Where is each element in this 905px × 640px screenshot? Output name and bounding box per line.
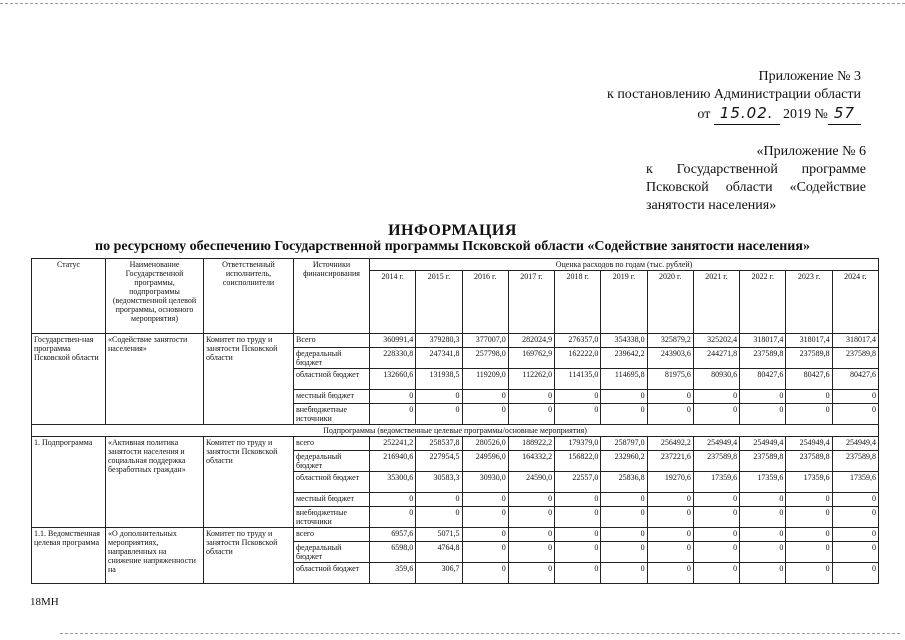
- row-value: 254949,4: [693, 437, 739, 451]
- row-value: 0: [647, 542, 693, 563]
- row-value: 0: [416, 507, 462, 528]
- row-value: 17359,6: [832, 472, 878, 493]
- row-value: 237589,8: [786, 451, 832, 472]
- row-value: 0: [693, 390, 739, 404]
- row-value: 318017,4: [740, 334, 786, 348]
- appendix-3-date-line: от 15.02. 2019 № 57: [607, 104, 861, 125]
- appendix-year: 2019: [783, 107, 812, 122]
- row-value: 237221,6: [647, 451, 693, 472]
- row-source: местный бюджет: [294, 493, 370, 507]
- header-estimate: Оценка расходов по годам (тыс. рублей): [370, 259, 879, 271]
- row-value: 0: [647, 507, 693, 528]
- row-value: 0: [693, 507, 739, 528]
- scan-edge-bottom: [60, 633, 900, 634]
- row-value: 359,6: [370, 563, 416, 584]
- row-value: 276357,0: [555, 334, 601, 348]
- row-value: 243903,6: [647, 348, 693, 369]
- row-value: 0: [370, 390, 416, 404]
- row-value: 0: [462, 528, 508, 542]
- row-responsible: Комитет по труду и занятости Псковской области: [204, 437, 294, 528]
- row-value: 0: [370, 493, 416, 507]
- row-responsible: Комитет по труду и занятости Псковской области: [204, 334, 294, 425]
- row-value: 0: [832, 507, 878, 528]
- row-value: 0: [555, 563, 601, 584]
- row-source: федеральный бюджет: [294, 348, 370, 369]
- row-value: 0: [416, 390, 462, 404]
- row-value: 0: [786, 542, 832, 563]
- resource-table: [31, 258, 879, 584]
- row-value: 0: [740, 493, 786, 507]
- row-value: 360991,4: [370, 334, 416, 348]
- row-value: 0: [601, 563, 647, 584]
- row-value: 80427,6: [832, 369, 878, 390]
- row-value: 237589,8: [832, 451, 878, 472]
- handwritten-date: 15.02.: [719, 104, 774, 122]
- row-value: 237589,8: [693, 451, 739, 472]
- row-value: 0: [647, 404, 693, 425]
- row-value: 318017,4: [832, 334, 878, 348]
- header-responsible: Ответственный исполнитель, соисполнители: [204, 259, 294, 334]
- row-value: 228330,8: [370, 348, 416, 369]
- row-value: 0: [462, 493, 508, 507]
- row-value: 0: [693, 563, 739, 584]
- row-value: 169762,9: [508, 348, 554, 369]
- row-value: 0: [555, 542, 601, 563]
- row-value: 114695,8: [601, 369, 647, 390]
- row-value: 188922,2: [508, 437, 554, 451]
- year-col: 2020 г.: [647, 271, 693, 334]
- table-row: [32, 334, 879, 348]
- row-value: 354338,0: [601, 334, 647, 348]
- row-value: 0: [508, 507, 554, 528]
- row-value: 0: [555, 404, 601, 425]
- row-value: 30583,3: [416, 472, 462, 493]
- row-value: 0: [601, 542, 647, 563]
- row-value: 4764,8: [416, 542, 462, 563]
- row-source: областной бюджет: [294, 472, 370, 493]
- row-value: 257798,0: [462, 348, 508, 369]
- row-value: 0: [462, 390, 508, 404]
- row-value: 0: [786, 563, 832, 584]
- row-value: 17359,6: [786, 472, 832, 493]
- row-value: 25836,8: [601, 472, 647, 493]
- row-value: 0: [740, 390, 786, 404]
- row-value: 0: [508, 542, 554, 563]
- header-sources: Источники финансирования: [294, 259, 370, 334]
- appendix-6-title: «Приложение № 6: [756, 144, 866, 159]
- row-value: 0: [416, 404, 462, 425]
- row-value: 0: [508, 563, 554, 584]
- year-col: 2023 г.: [786, 271, 832, 334]
- row-value: 227954,5: [416, 451, 462, 472]
- row-value: 24590,0: [508, 472, 554, 493]
- header-status: Статус: [32, 259, 106, 334]
- table-header-row: [32, 259, 879, 271]
- row-value: 80427,6: [786, 369, 832, 390]
- row-value: 112262,0: [508, 369, 554, 390]
- row-source: всего: [294, 437, 370, 451]
- row-value: 6957,6: [370, 528, 416, 542]
- row-value: 325879,2: [647, 334, 693, 348]
- handwritten-number: 57: [833, 104, 855, 122]
- row-value: 0: [508, 404, 554, 425]
- row-value: 0: [832, 404, 878, 425]
- row-value: 0: [601, 390, 647, 404]
- row-value: 0: [508, 493, 554, 507]
- row-value: 0: [647, 528, 693, 542]
- row-value: 0: [740, 542, 786, 563]
- row-value: 254949,4: [740, 437, 786, 451]
- row-value: 0: [462, 507, 508, 528]
- row-value: 247341,8: [416, 348, 462, 369]
- document-title: ИНФОРМАЦИЯ: [388, 222, 517, 239]
- row-value: 17359,6: [693, 472, 739, 493]
- row-status: 1.1. Ведомственная целевая программа: [32, 528, 106, 584]
- year-col: 2015 г.: [416, 271, 462, 334]
- footer-code: 18МН: [30, 596, 59, 608]
- row-responsible: Комитет по труду и занятости Псковской области: [204, 528, 294, 584]
- row-value: 237589,8: [786, 348, 832, 369]
- row-value: 216940,6: [370, 451, 416, 472]
- row-source: областной бюджет: [294, 563, 370, 584]
- row-value: 0: [832, 493, 878, 507]
- row-value: 0: [693, 528, 739, 542]
- row-value: 0: [508, 528, 554, 542]
- row-value: 22557,0: [555, 472, 601, 493]
- row-value: 114135,0: [555, 369, 601, 390]
- row-value: 0: [601, 528, 647, 542]
- row-value: 0: [555, 390, 601, 404]
- row-source: областной бюджет: [294, 369, 370, 390]
- row-value: 0: [370, 404, 416, 425]
- row-value: 237589,8: [832, 348, 878, 369]
- row-value: 377007,0: [462, 334, 508, 348]
- row-value: 0: [740, 563, 786, 584]
- subprograms-header-row: [32, 425, 879, 437]
- row-status: Государствен-ная программа Псковской области: [32, 334, 106, 425]
- year-col: 2022 г.: [740, 271, 786, 334]
- row-source: всего: [294, 528, 370, 542]
- table-row: [32, 437, 879, 451]
- row-value: 5071,5: [416, 528, 462, 542]
- row-value: 0: [555, 507, 601, 528]
- row-value: 0: [786, 404, 832, 425]
- row-value: 282024,9: [508, 334, 554, 348]
- row-value: 80427,6: [740, 369, 786, 390]
- row-value: 0: [601, 404, 647, 425]
- row-value: 0: [508, 390, 554, 404]
- row-value: 164332,2: [508, 451, 554, 472]
- row-value: 0: [601, 493, 647, 507]
- row-name: «О дополнительных мероприятиях, направленных на снижение напряженности на: [106, 528, 204, 584]
- row-value: 156822,0: [555, 451, 601, 472]
- year-col: 2017 г.: [508, 271, 554, 334]
- row-value: 252241,2: [370, 437, 416, 451]
- row-value: 0: [786, 390, 832, 404]
- row-value: 254949,4: [786, 437, 832, 451]
- year-col: 2019 г.: [601, 271, 647, 334]
- row-status: 1. Подпрограмма: [32, 437, 106, 528]
- row-value: 306,7: [416, 563, 462, 584]
- subprograms-header: Подпрограммы (ведомственные целевые программы/основные мероприятия): [32, 425, 879, 437]
- row-value: 35300,6: [370, 472, 416, 493]
- appendix-3-resolution: к постановлению Администрации области: [607, 87, 861, 102]
- year-col: 2018 г.: [555, 271, 601, 334]
- row-value: 179379,0: [555, 437, 601, 451]
- row-value: 0: [693, 493, 739, 507]
- row-source: внебюджетные источники: [294, 404, 370, 425]
- row-value: 258797,0: [601, 437, 647, 451]
- row-value: 0: [832, 563, 878, 584]
- year-col: 2024 г.: [832, 271, 878, 334]
- row-value: 249596,0: [462, 451, 508, 472]
- row-value: 325202,4: [693, 334, 739, 348]
- row-value: 0: [740, 507, 786, 528]
- row-value: 132660,6: [370, 369, 416, 390]
- row-source: Всего: [294, 334, 370, 348]
- row-value: 0: [832, 542, 878, 563]
- row-value: 0: [416, 493, 462, 507]
- row-value: 244271,8: [693, 348, 739, 369]
- row-value: 30930,0: [462, 472, 508, 493]
- row-source: местный бюджет: [294, 390, 370, 404]
- row-value: 0: [832, 390, 878, 404]
- scan-edge-top: [0, 3, 905, 4]
- row-value: 280526,0: [462, 437, 508, 451]
- row-value: 119209,0: [462, 369, 508, 390]
- row-value: 19270,6: [647, 472, 693, 493]
- row-value: 81975,6: [647, 369, 693, 390]
- row-value: 237589,8: [740, 451, 786, 472]
- table-body: [32, 334, 879, 584]
- row-source: внебюджетные источники: [294, 507, 370, 528]
- row-value: 0: [647, 390, 693, 404]
- appendix-3-title: Приложение № 3: [758, 69, 861, 84]
- row-value: 0: [462, 542, 508, 563]
- appendix-6-block: «Приложение № 6 к Государственной программе Псковской области «Содействие занятости населения»: [646, 144, 866, 213]
- row-value: 0: [647, 563, 693, 584]
- row-value: 0: [786, 493, 832, 507]
- row-value: 0: [786, 528, 832, 542]
- row-value: 162222,0: [555, 348, 601, 369]
- year-col: 2021 г.: [693, 271, 739, 334]
- row-value: 379280,3: [416, 334, 462, 348]
- row-value: 0: [786, 507, 832, 528]
- row-value: 0: [740, 528, 786, 542]
- row-value: 0: [693, 404, 739, 425]
- row-value: 256492,2: [647, 437, 693, 451]
- row-value: 0: [370, 507, 416, 528]
- row-value: 0: [601, 507, 647, 528]
- row-value: 80930,6: [693, 369, 739, 390]
- row-value: 0: [832, 528, 878, 542]
- row-value: 0: [693, 542, 739, 563]
- header-name: Наименование Государственной программы, подпрограммы (ведомственной целевой программы, основного мероприятия): [106, 259, 204, 334]
- row-value: 0: [647, 493, 693, 507]
- year-col: 2016 г.: [462, 271, 508, 334]
- row-value: 318017,4: [786, 334, 832, 348]
- row-value: 131938,5: [416, 369, 462, 390]
- table-row: [32, 528, 879, 542]
- row-value: 254949,4: [832, 437, 878, 451]
- row-value: 232960,2: [601, 451, 647, 472]
- row-source: федеральный бюджет: [294, 542, 370, 563]
- appendix-3-block: [607, 68, 861, 125]
- row-value: 239642,2: [601, 348, 647, 369]
- row-value: 258537,8: [416, 437, 462, 451]
- row-name: «Содействие занятости населения»: [106, 334, 204, 425]
- row-value: 0: [462, 404, 508, 425]
- row-value: 0: [555, 528, 601, 542]
- row-value: 0: [462, 563, 508, 584]
- year-col: 2014 г.: [370, 271, 416, 334]
- document-subtitle: по ресурсному обеспечению Государственной программы Псковской области «Содействие занятости населения»: [95, 239, 810, 254]
- row-value: 0: [555, 493, 601, 507]
- row-value: 237589,8: [740, 348, 786, 369]
- row-value: 17359,6: [740, 472, 786, 493]
- row-name: «Активная политика занятости населения и социальная поддержка безработных граждан»: [106, 437, 204, 528]
- row-source: федеральный бюджет: [294, 451, 370, 472]
- row-value: 6598,0: [370, 542, 416, 563]
- row-value: 0: [740, 404, 786, 425]
